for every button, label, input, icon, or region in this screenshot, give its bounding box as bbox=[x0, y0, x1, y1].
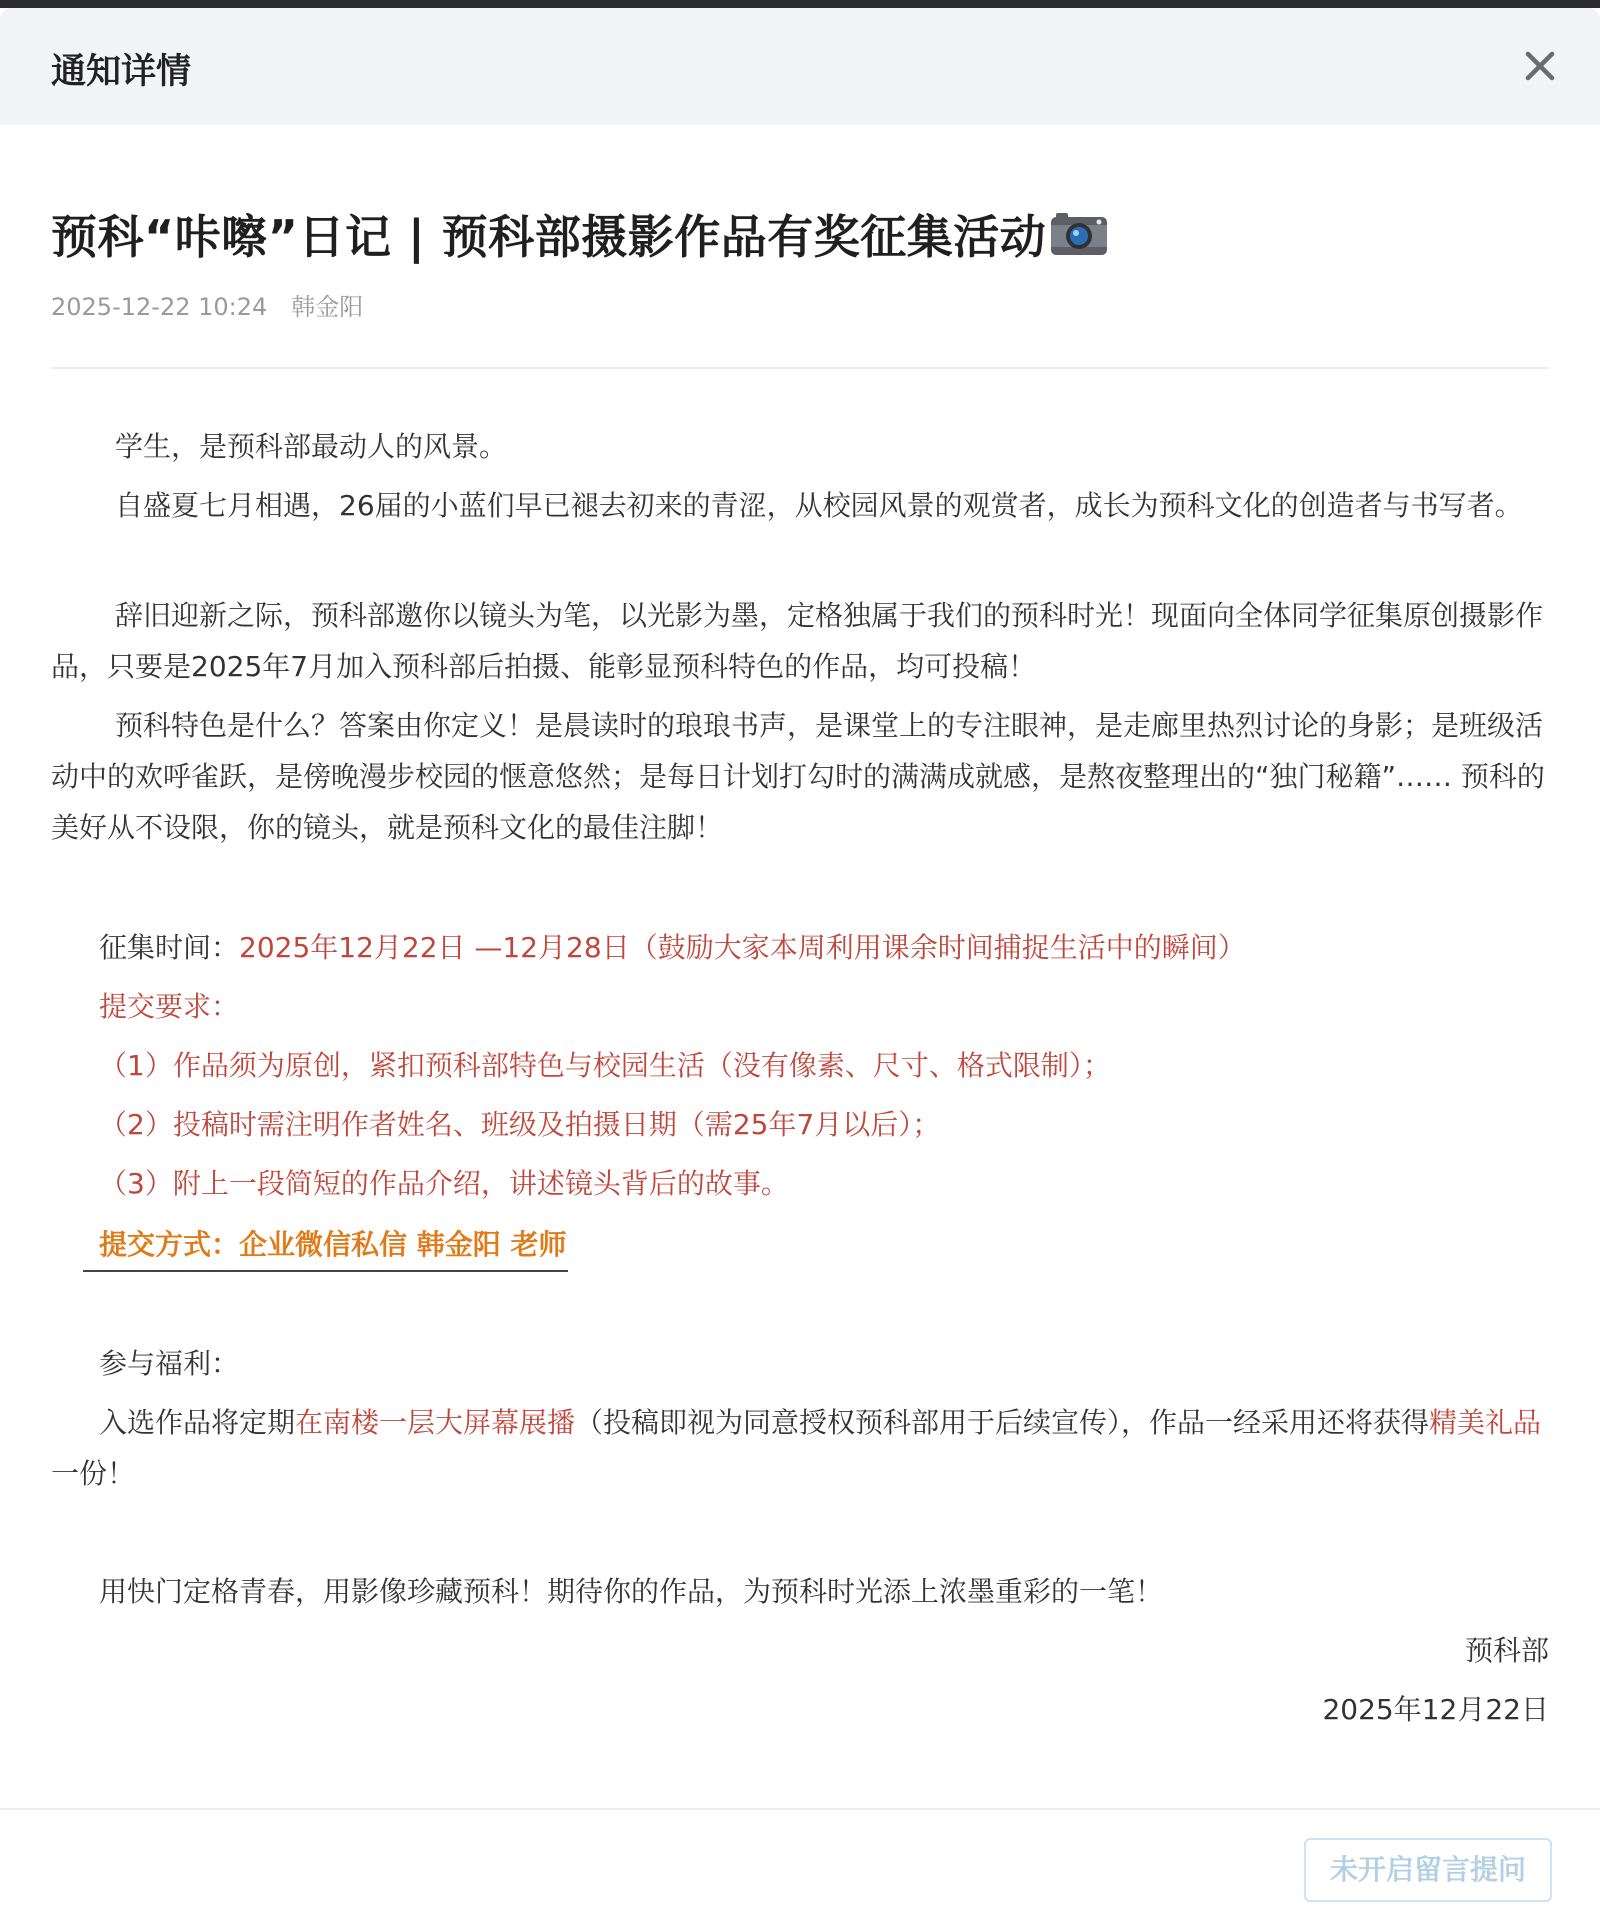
article-title bbox=[51, 201, 1108, 268]
collection-value: 2025年12月22日 —12月28日（鼓励大家本周利用课余时间捕捉生活中的瞬间） bbox=[239, 931, 1246, 964]
camera-icon bbox=[1050, 211, 1108, 268]
paragraph-intro-3: 辞旧迎新之际，预科部邀你以镜头为笔，以光影为墨，定格独属于我们的预科时光！现面向全体同学征集原创摄影作品，只要是2025年7月加入预科部后拍摄、能彰显预科特色的作品，均可投稿！ bbox=[51, 599, 1544, 683]
requirement-item: （2）投稿时需注明作者姓名、班级及拍摄日期（需25年7月以后）； bbox=[99, 1108, 941, 1141]
window-top-edge bbox=[0, 0, 1600, 8]
article-meta bbox=[51, 287, 363, 322]
divider bbox=[51, 367, 1549, 369]
benefits-highlight-screen: 在南楼一层大屏幕展播 bbox=[295, 1406, 576, 1439]
requirement-item: （1）作品须为原创，紧扣预科部特色与校园生活（没有像素、尺寸、格式限制）； bbox=[99, 1049, 1111, 1082]
footer-divider bbox=[0, 1808, 1600, 1810]
article-title-text: 预科“咔嚓”日记 | 预科部摄影作品有奖征集活动 bbox=[51, 210, 1047, 264]
signature: 预科部 bbox=[1464, 1634, 1549, 1667]
dialog-title: 通知详情 bbox=[51, 52, 192, 92]
benefits-text bbox=[51, 1397, 1549, 1499]
paragraph-intro-2: 自盛夏七月相遇，26届的小蓝们早已褪去初来的青涩，从校园风景的观赏者，成长为预科文化的创造者与书写者。 bbox=[115, 489, 1523, 522]
comment-disabled-button[interactable]: 未开启留言提问 bbox=[1304, 1838, 1552, 1902]
submit-method: 提交方式：企业微信私信 韩金阳 老师 bbox=[83, 1219, 568, 1272]
collection-label: 征集时间： bbox=[99, 931, 240, 964]
closing-text: 用快门定格青春，用影像珍藏预科！期待你的作品，为预科时光添上浓墨重彩的一笔！ bbox=[99, 1575, 1164, 1608]
benefits-highlight-gift: 精美礼品 bbox=[1429, 1406, 1542, 1439]
requirements-label: 提交要求： bbox=[99, 990, 240, 1023]
close-icon[interactable] bbox=[1518, 44, 1562, 88]
requirement-item: （3）附上一段简短的作品介绍，讲述镜头背后的故事。 bbox=[99, 1167, 789, 1200]
dialog-header bbox=[0, 8, 1600, 125]
benefits-text-part: 一份！ bbox=[51, 1457, 136, 1490]
signature-date: 2025年12月22日 bbox=[1322, 1693, 1549, 1726]
paragraph-intro-1: 学生，是预科部最动人的风景。 bbox=[115, 430, 508, 463]
benefits-label: 参与福利： bbox=[99, 1347, 240, 1380]
publish-date: 2025-12-22 10:24 bbox=[51, 293, 268, 321]
paragraph-intro-4: 预科特色是什么？答案由你定义！是晨读时的琅琅书声，是课堂上的专注眼神，是走廊里热烈讨论的身影；是班级活动中的欢呼雀跃，是傍晚漫步校园的惬意悠然；是每日计划打勾时的满满成就感，是熬夜整理出的“独门秘籍”…… 预科的美好从不设限，你的镜头，就是预科文化的最佳注脚！ bbox=[51, 709, 1545, 844]
author-name: 韩金阳 bbox=[291, 293, 364, 321]
benefits-text-part: （投稿即视为同意授权预科部用于后续宣传），作品一经采用还将获得 bbox=[575, 1406, 1430, 1439]
benefits-text-part: 入选作品将定期 bbox=[99, 1406, 296, 1439]
collection-time bbox=[51, 922, 1549, 973]
